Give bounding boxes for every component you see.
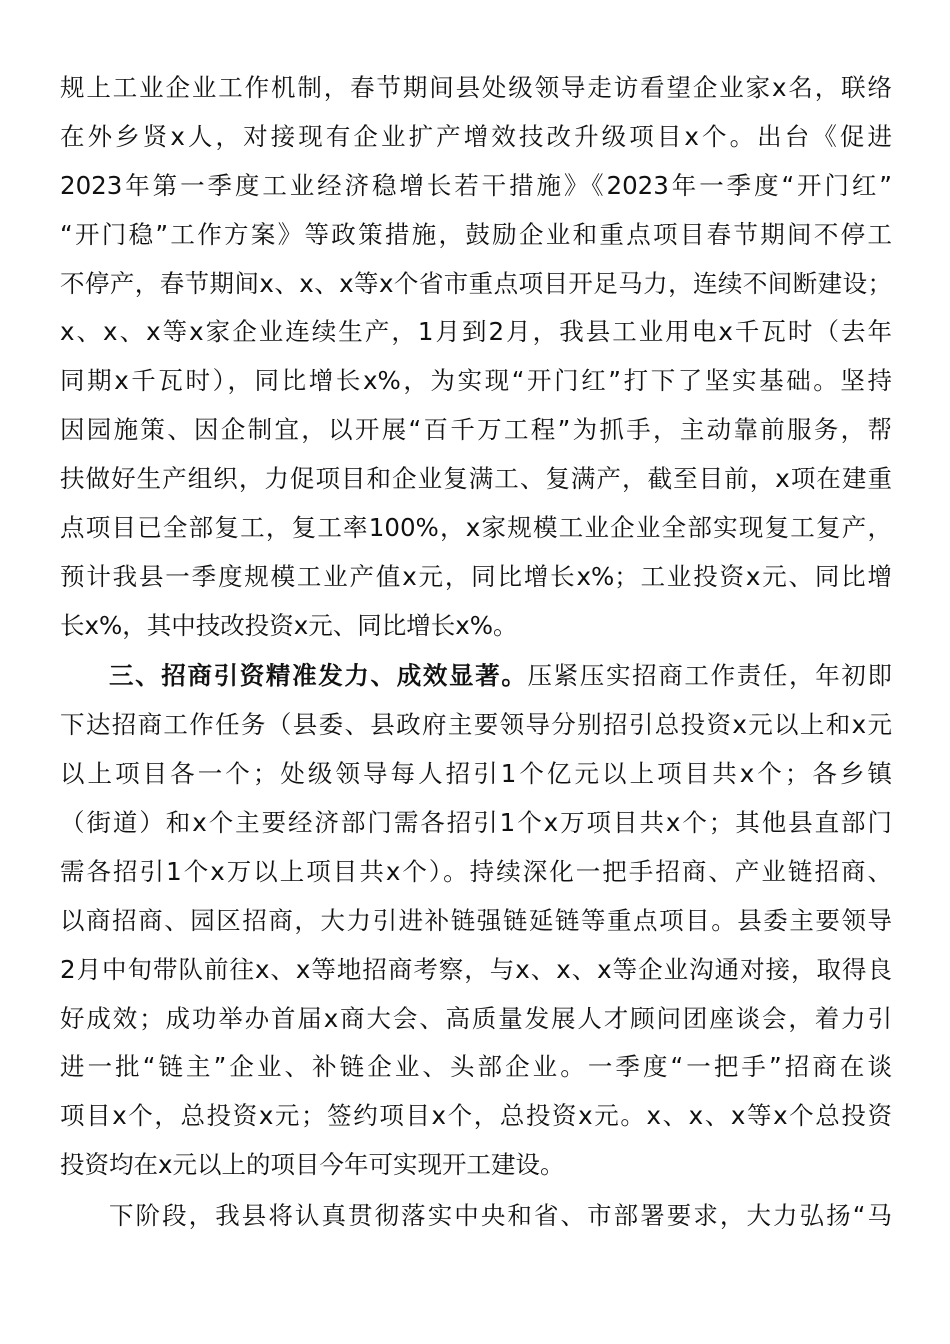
- text-line: 规上工业企业工作机制，春节期间县处级领导走访看望企业家x名，联络: [60, 73, 892, 102]
- text-line: “开门稳”工作方案》等政策措施，鼓励企业和重点项目春节期间不停工: [60, 219, 892, 249]
- text-line: 在外乡贤x人，对接现有企业扩产增效技改升级项目x个。出台《促进: [60, 121, 892, 151]
- text-line: 下达招商工作任务（县委、县政府主要领导分别招引总投资x元以上和x元: [60, 710, 892, 740]
- text-line: 进一批“链主”企业、补链企业、头部企业。一季度“一把手”招商在谈: [60, 1052, 892, 1082]
- text-line: 好成效；成功举办首届x商大会、高质量发展人才顾问团座谈会，着力引: [60, 1003, 892, 1033]
- text-line: 以上项目各一个；处级领导每人招引1个亿元以上项目共x个；各乡镇: [60, 759, 892, 789]
- text-line: 投资均在x元以上的项目今年可实现开工建设。: [60, 1150, 565, 1180]
- section-first-line: [60, 652, 892, 701]
- text-line: 扶做好生产组织，力促项目和企业复满工、复满产，截至目前，x项在建重: [60, 464, 892, 494]
- text-line: 点项目已全部复工，复工率100%，x家规模工业企业全部实现复工复产，: [60, 513, 892, 543]
- text-line: 预计我县一季度规模工业产值x元，同比增长x%；工业投资x元、同比增: [60, 561, 892, 591]
- text-line: （街道）和x个主要经济部门需各招引1个x万项目共x个；其他县直部门: [60, 807, 892, 837]
- text-line: 同期x千瓦时），同比增长x%，为实现“开门红”打下了坚实基础。坚持: [60, 366, 892, 396]
- text-line: 需各招引1个x万以上项目共x个）。持续深化一把手招商、产业链招商、: [60, 856, 892, 886]
- text-line: x、x、x等x家企业连续生产，1月到2月，我县工业用电x千瓦时（去年: [60, 317, 892, 347]
- text-line: 2月中旬带队前往x、x等地招商考察，与x、x、x等企业沟通对接，取得良: [60, 954, 892, 984]
- text-line: 长x%，其中技改投资x元、同比增长x%。: [60, 610, 518, 640]
- text-line: 因园施策、因企制宜，以开展“百千万工程”为抓手，主动靠前服务，帮: [60, 415, 892, 445]
- text-line: 以商招商、园区招商，大力引进补链强链延链等重点项目。县委主要领导: [60, 905, 892, 935]
- section-lead-text: 压紧压实招商工作责任，年初即: [527, 661, 892, 691]
- section-heading: 三、招商引资精准发力、成效显著。: [109, 661, 528, 691]
- document-body: [60, 64, 892, 1241]
- text-line: 不停产，春节期间x、x、x等x个省市重点项目开足马力，连续不间断建设；: [60, 268, 892, 298]
- text-line: 下阶段，我县将认真贯彻落实中央和省、市部署要求，大力弘扬“马: [109, 1200, 892, 1230]
- text-line: 2023年第一季度工业经济稳增长若干措施》《2023年一季度“开门红”: [60, 170, 892, 200]
- text-line: 项目x个，总投资x元；签约项目x个，总投资x元。x、x、x等x个总投资: [60, 1101, 892, 1131]
